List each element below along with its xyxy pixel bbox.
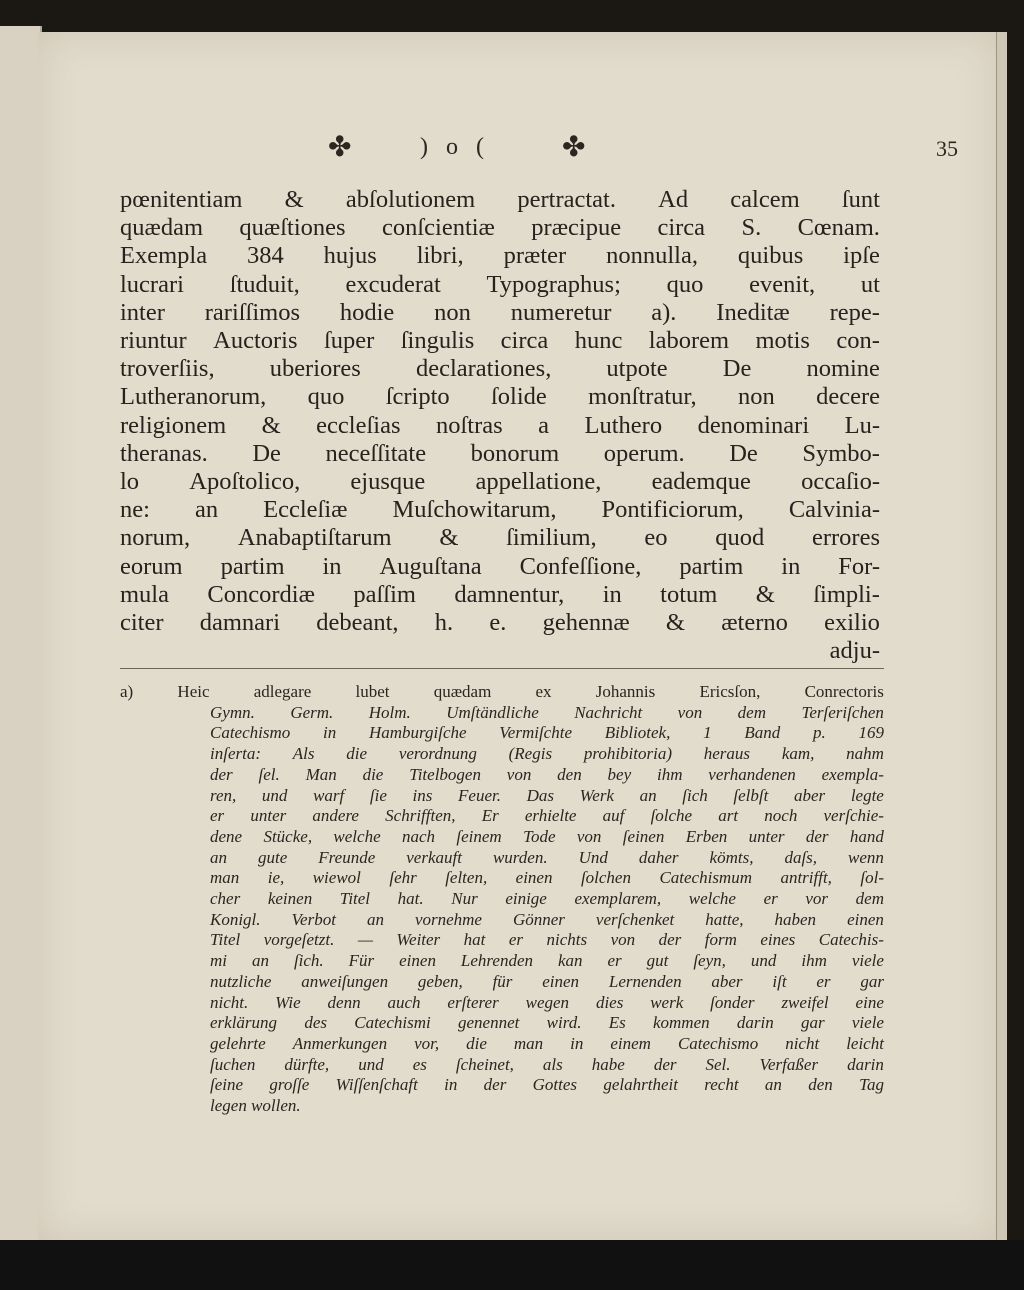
text-line: eorum partim in Auguſtana Confeſſione, partim in For- <box>120 552 880 580</box>
text-line: troverſiis, uberiores declarationes, utpote De nomine <box>120 355 880 383</box>
header-ornament-center: ) o ( <box>420 134 490 160</box>
footnote-line: er unter andere Schrifften, Er erhielte auf ſolche art noch verſchie- <box>210 806 884 826</box>
fleuron-right-icon: ✤ <box>562 132 586 163</box>
text-line: norum, Anabaptiſtarum & ſimilium, eo quod errores <box>120 524 880 552</box>
text-line: inter rariſſimos hodie non numeretur a). Ineditæ repe- <box>120 298 880 326</box>
footnote-line: Konigl. Verbot an vornehme Gönner verſchenket hatte, haben einen <box>210 909 884 929</box>
text-line: Exempla 384 hujus libri, præter nonnulla, quibus ipſe <box>120 242 880 270</box>
footnote-line: Titel vorgeſetzt. — Weiter hat er nichts von der form eines Catechis- <box>210 930 884 950</box>
catchword: adju- <box>829 637 880 665</box>
text-line: pœnitentiam & abſolutionem pertractat. Ad calcem ſunt <box>120 186 880 213</box>
text-line: lucrari ſtuduit, excuderat Typographus; quo evenit, ut <box>120 270 880 298</box>
right-page-edge <box>996 32 1007 1240</box>
text-line: quædam quæſtiones conſcientiæ præcipue circa S. Cœnam. <box>120 214 880 242</box>
text-line: theranas. De neceſſitate bonorum operum. De Symbo- <box>120 439 880 467</box>
footnote-line: mi an ſich. Für einen Lehrenden kan er gut ſeyn, und ihm viele <box>210 951 884 971</box>
text-line: Lutheranorum, quo ſcripto ſolide monſtratur, non decere <box>120 383 880 411</box>
footnote-line: gelehrte Anmerkungen vor, die man in einem Catechismo nicht leicht <box>210 1033 884 1053</box>
page-number: 35 <box>936 136 958 161</box>
main-text-block <box>120 186 880 665</box>
text-line: mula Concordiæ paſſim damnentur, in totum & ſimpli- <box>120 580 880 608</box>
footnote-line: inſerta: Als die verordnung (Regis prohibitoria) heraus kam, nahm <box>210 744 884 764</box>
footnote-line: man ie, wiewol ſehr ſelten, einen ſolchen Catechismum antrifft, ſol- <box>210 868 884 888</box>
footnote-line: Catechismo in Hamburgiſche Vermiſchte Bibliotek, 1 Band p. 169 <box>210 723 884 743</box>
footnote-line: der ſel. Man die Titelbogen von den bey ihm verhandenen exempla- <box>210 764 884 784</box>
footnote-line: ſuchen dürfte, und es ſcheinet, als habe der Sel. Verfaßer darin <box>210 1054 884 1074</box>
footnote-line: a) Heic adlegare lubet quædam ex Johannis Ericsſon, Conrectoris <box>120 682 884 701</box>
left-page-edge <box>0 26 42 1240</box>
scan-bottom-edge <box>0 1240 1024 1290</box>
text-line: riuntur Auctoris ſuper ſingulis circa hunc laborem motis con- <box>120 327 880 355</box>
fleuron-left-icon: ✤ <box>328 132 352 163</box>
footnote-line: Gymn. Germ. Holm. Umſtändliche Nachricht von dem Terſeriſchen <box>210 702 884 722</box>
running-header <box>38 130 998 170</box>
text-line: ne: an Eccleſiæ Muſchowitarum, Pontificiorum, Calvinia- <box>120 496 880 524</box>
text-line: religionem & eccleſias noſtras a Luthero denominari Lu- <box>120 411 880 439</box>
footnote-divider <box>120 668 884 669</box>
footnote-block <box>120 682 884 1117</box>
text-line: lo Apoſtolico, ejusque appellatione, eademque occaſio- <box>120 468 880 496</box>
footnote-line: ſeine groſſe Wiſſenſchaft in der Gottes gelahrtheit recht an den Tag <box>210 1075 884 1095</box>
book-page <box>38 32 998 1240</box>
footnote-line: nicht. Wie denn auch erſterer wegen dies werk ſonder zweifel eine <box>210 992 884 1012</box>
text-line: citer damnari debeant, h. e. gehennæ & æterno exilio <box>120 609 880 637</box>
footnote-line: an gute Freunde verkauft wurden. Und daher kömts, daſs, wenn <box>210 847 884 867</box>
footnote-line: nutzliche anweiſungen geben, für einen Lernenden aber iſt er gar <box>210 971 884 991</box>
footnote-line: ren, und warf ſie ins Feuer. Das Werk an ſich ſelbſt aber legte <box>210 785 884 805</box>
footnote-line: legen wollen. <box>210 1096 301 1116</box>
footnote-line: dene Stücke, welche nach ſeinem Tode von ſeinen Erben unter der hand <box>210 826 884 846</box>
footnote-line: erklärung des Catechismi genennet wird. Es kommen darin gar viele <box>210 1013 884 1033</box>
footnote-line: cher keinen Titel hat. Nur einige exemplarem, welche er vor dem <box>210 889 884 909</box>
